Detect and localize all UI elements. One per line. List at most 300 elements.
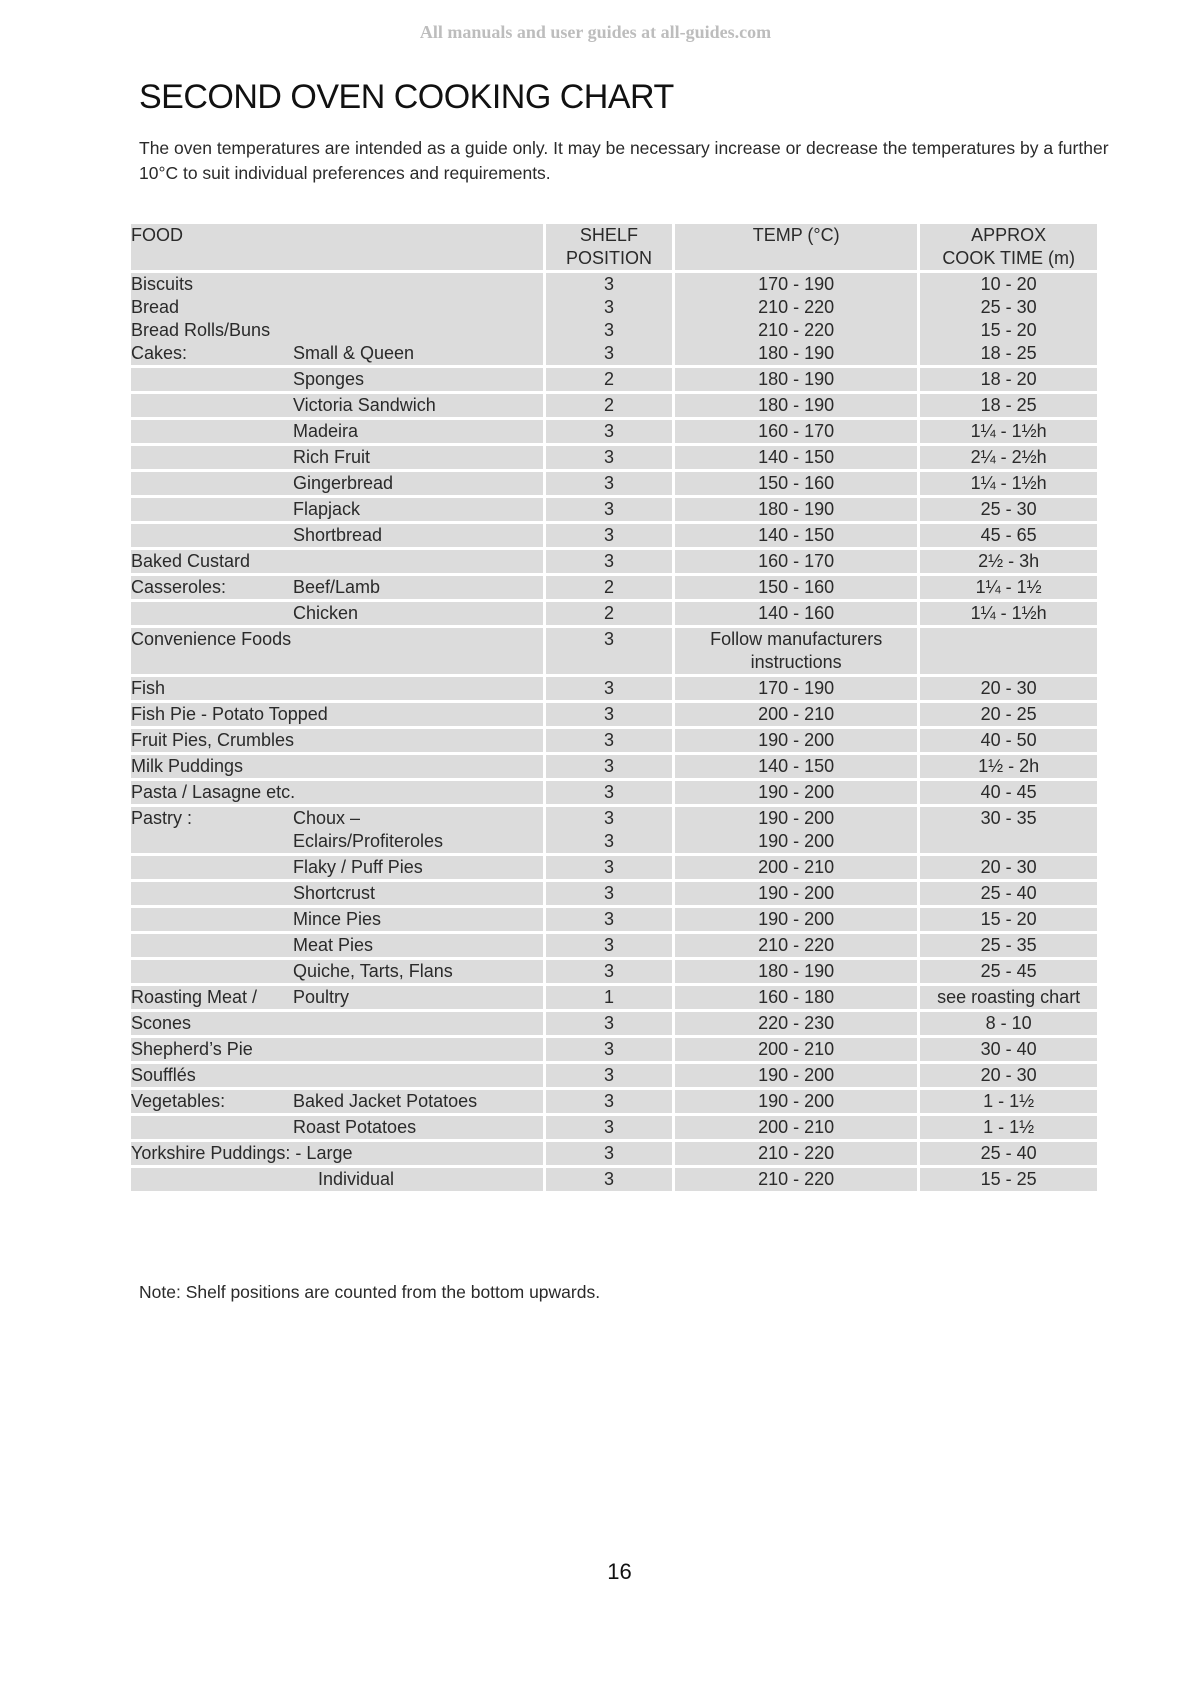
temp-cell xyxy=(675,1038,917,1061)
cook-time-value: 25 - 30 xyxy=(980,297,1037,317)
food-line xyxy=(131,1012,543,1035)
temp-value: 210 - 220 xyxy=(758,1143,835,1163)
shelf-value: 3 xyxy=(603,909,614,929)
temp-value: 190 - 200 xyxy=(758,831,835,851)
temp-value: 190 - 200 xyxy=(758,883,835,903)
temp-cell xyxy=(675,1168,917,1191)
table-row xyxy=(131,368,1097,391)
cook-time-value xyxy=(920,830,1097,853)
food-subtype: Poultry xyxy=(293,987,350,1007)
food-cell xyxy=(131,1090,543,1113)
food-line xyxy=(131,1168,543,1191)
cook-time-value: 15 - 20 xyxy=(980,909,1037,929)
food-line xyxy=(131,755,543,778)
food-line xyxy=(131,703,543,726)
temp-cell xyxy=(675,1012,917,1035)
temp-value: 180 - 190 xyxy=(758,961,835,981)
cook-time-cell xyxy=(920,368,1097,391)
temp-value: 180 - 190 xyxy=(758,369,835,389)
food-category: Pasta / Lasagne etc. xyxy=(131,782,296,802)
temp-value: 190 - 200 xyxy=(758,730,835,750)
shelf-cell xyxy=(546,576,672,599)
food-cell xyxy=(131,602,543,625)
table-row xyxy=(131,498,1097,521)
food-line xyxy=(131,273,543,296)
temp-cell xyxy=(675,986,917,1009)
cook-time-cell xyxy=(920,446,1097,469)
food-cell xyxy=(131,524,543,547)
shelf-value: 3 xyxy=(603,1169,614,1189)
food-subtype: Madeira xyxy=(293,421,359,441)
shelf-value: 3 xyxy=(603,320,614,340)
food-cell xyxy=(131,576,543,599)
shelf-value: 3 xyxy=(603,473,614,493)
shelf-cell xyxy=(546,807,672,853)
shelf-cell xyxy=(546,1090,672,1113)
food-line xyxy=(131,498,543,521)
temp-cell xyxy=(675,1142,917,1165)
shelf-note: Note: Shelf positions are counted from the bottom upwards. xyxy=(139,1282,601,1302)
temp-value: 190 - 200 xyxy=(758,1065,835,1085)
food-subtype: Individual xyxy=(318,1169,395,1189)
cook-time-cell xyxy=(920,524,1097,547)
food-line xyxy=(131,524,543,547)
food-subtype: Flaky / Puff Pies xyxy=(293,857,423,877)
table-row xyxy=(131,1090,1097,1113)
shelf-value: 2 xyxy=(603,577,614,597)
shelf-value: 3 xyxy=(603,935,614,955)
table-row xyxy=(131,550,1097,573)
cook-time-value xyxy=(920,651,1097,674)
temp-cell xyxy=(675,273,917,365)
shelf-value: 3 xyxy=(603,1091,614,1111)
food-cell xyxy=(131,703,543,726)
temp-cell xyxy=(675,882,917,905)
cook-time-cell xyxy=(920,394,1097,417)
food-category: Convenience Foods xyxy=(131,629,292,649)
table-row xyxy=(131,576,1097,599)
food-subtype: Quiche, Tarts, Flans xyxy=(293,961,453,981)
shelf-value: 3 xyxy=(603,961,614,981)
food-cell xyxy=(131,1116,543,1139)
food-line xyxy=(131,1142,543,1165)
cook-time-cell xyxy=(920,1090,1097,1113)
shelf-value: 1 xyxy=(603,987,614,1007)
temp-cell xyxy=(675,524,917,547)
table-row xyxy=(131,1142,1097,1165)
food-category: Casseroles: xyxy=(131,577,227,597)
temp-value: 180 - 190 xyxy=(758,499,835,519)
food-line xyxy=(131,807,543,830)
table-row xyxy=(131,960,1097,983)
shelf-cell xyxy=(546,394,672,417)
temp-cell xyxy=(675,602,917,625)
temp-value: 200 - 210 xyxy=(758,1117,835,1137)
shelf-value: 3 xyxy=(603,808,614,828)
cook-time-cell xyxy=(920,498,1097,521)
food-subtype: Beef/Lamb xyxy=(293,577,381,597)
shelf-value: 3 xyxy=(603,551,614,571)
food-line xyxy=(131,628,543,651)
shelf-cell xyxy=(546,420,672,443)
table-row xyxy=(131,1064,1097,1087)
food-line xyxy=(131,882,543,905)
temp-value: 210 - 220 xyxy=(758,935,835,955)
shelf-cell xyxy=(546,628,672,674)
food-line xyxy=(131,934,543,957)
temp-value: 180 - 190 xyxy=(758,395,835,415)
table-row xyxy=(131,703,1097,726)
shelf-value: 3 xyxy=(603,1013,614,1033)
cook-time-value: 1¼ - 1½h xyxy=(970,473,1047,493)
shelf-cell xyxy=(546,986,672,1009)
food-cell xyxy=(131,781,543,804)
temp-value: 160 - 170 xyxy=(758,551,835,571)
header-cook-time xyxy=(920,224,1097,270)
food-cell xyxy=(131,755,543,778)
cook-time-value: 30 - 35 xyxy=(980,808,1037,828)
cook-time-value: 1 - 1½ xyxy=(983,1117,1035,1137)
table-row xyxy=(131,420,1097,443)
temp-value: instructions xyxy=(750,652,842,672)
temp-value: 190 - 200 xyxy=(758,782,835,802)
temp-value: 170 - 190 xyxy=(758,678,835,698)
food-category: Soufflés xyxy=(131,1065,196,1085)
cook-time-value: 8 - 10 xyxy=(985,1013,1032,1033)
temp-value: 140 - 150 xyxy=(758,756,835,776)
table-header-row xyxy=(131,224,1097,270)
shelf-cell xyxy=(546,368,672,391)
cook-time-value: 40 - 50 xyxy=(980,730,1037,750)
shelf-value: 3 xyxy=(603,1143,614,1163)
table-row xyxy=(131,472,1097,495)
cook-time-value: 1½ - 2h xyxy=(978,756,1040,776)
table-row xyxy=(131,908,1097,931)
food-subtype: Victoria Sandwich xyxy=(293,395,436,415)
shelf-cell xyxy=(546,446,672,469)
cook-time-cell xyxy=(920,934,1097,957)
food-cell xyxy=(131,1142,543,1165)
cook-time-value: 2½ - 3h xyxy=(978,551,1040,571)
table-row xyxy=(131,394,1097,417)
cook-time-cell xyxy=(920,677,1097,700)
temp-value: 200 - 210 xyxy=(758,1039,835,1059)
cook-time-cell xyxy=(920,472,1097,495)
food-cell xyxy=(131,368,543,391)
shelf-cell xyxy=(546,781,672,804)
temp-cell xyxy=(675,960,917,983)
cook-time-cell xyxy=(920,1168,1097,1191)
food-category: Bread xyxy=(131,297,180,317)
food-subtype: Baked Jacket Potatoes xyxy=(293,1091,478,1111)
temp-cell xyxy=(675,394,917,417)
food-cell xyxy=(131,472,543,495)
food-line xyxy=(131,677,543,700)
shelf-value xyxy=(546,651,672,674)
cook-time-cell xyxy=(920,755,1097,778)
food-cell xyxy=(131,934,543,957)
shelf-value: 3 xyxy=(603,629,614,649)
shelf-cell xyxy=(546,1064,672,1087)
food-subtype: Shortcrust xyxy=(293,883,376,903)
cook-time-cell xyxy=(920,602,1097,625)
shelf-cell xyxy=(546,273,672,365)
temp-value: 150 - 160 xyxy=(758,473,835,493)
temp-cell xyxy=(675,677,917,700)
table-row xyxy=(131,986,1097,1009)
shelf-cell xyxy=(546,960,672,983)
food-subtype: Small & Queen xyxy=(293,343,415,363)
cook-time-value: 1¼ - 1½h xyxy=(970,603,1047,623)
table-row xyxy=(131,524,1097,547)
cook-time-cell xyxy=(920,986,1097,1009)
food-cell xyxy=(131,908,543,931)
shelf-value: 3 xyxy=(603,1117,614,1137)
cook-time-value xyxy=(920,628,1097,651)
shelf-value: 3 xyxy=(603,499,614,519)
cook-time-cell xyxy=(920,882,1097,905)
food-category: Fruit Pies, Crumbles xyxy=(131,730,295,750)
food-line xyxy=(131,472,543,495)
cook-time-cell xyxy=(920,273,1097,365)
shelf-value: 3 xyxy=(603,730,614,750)
temp-cell xyxy=(675,729,917,752)
page-number: 16 xyxy=(607,1559,632,1584)
temp-cell xyxy=(675,368,917,391)
header-shelf-line2: POSITION xyxy=(565,248,652,268)
cook-time-cell xyxy=(920,807,1097,853)
cook-time-cell xyxy=(920,1142,1097,1165)
table-row xyxy=(131,882,1097,905)
shelf-cell xyxy=(546,498,672,521)
table-row xyxy=(131,1168,1097,1191)
cook-time-value: 20 - 25 xyxy=(980,704,1037,724)
food-line xyxy=(131,986,543,1009)
temp-cell xyxy=(675,1064,917,1087)
cook-time-value: 45 - 65 xyxy=(980,525,1037,545)
cook-time-value: 25 - 30 xyxy=(980,499,1037,519)
table-body xyxy=(131,273,1097,1191)
shelf-cell xyxy=(546,550,672,573)
shelf-cell xyxy=(546,1116,672,1139)
food-cell xyxy=(131,628,543,674)
food-line xyxy=(131,319,543,342)
food-cell xyxy=(131,498,543,521)
food-cell xyxy=(131,420,543,443)
cook-time-value: 18 - 25 xyxy=(980,395,1037,415)
food-line xyxy=(131,908,543,931)
shelf-value: 3 xyxy=(603,447,614,467)
shelf-value: 3 xyxy=(603,525,614,545)
cook-time-value: 18 - 20 xyxy=(980,369,1037,389)
table-row xyxy=(131,273,1097,365)
food-category: Vegetables: xyxy=(131,1091,226,1111)
cook-time-value: 25 - 40 xyxy=(980,1143,1037,1163)
cooking-chart-table xyxy=(128,221,1100,1194)
food-category: Fish xyxy=(131,678,166,698)
food-line xyxy=(131,856,543,879)
shelf-value: 2 xyxy=(603,395,614,415)
food-cell xyxy=(131,807,543,853)
shelf-cell xyxy=(546,703,672,726)
temp-value: 170 - 190 xyxy=(758,274,835,294)
food-line xyxy=(131,420,543,443)
temp-cell xyxy=(675,755,917,778)
temp-value: 160 - 180 xyxy=(758,987,835,1007)
food-line xyxy=(131,781,543,804)
shelf-cell xyxy=(546,755,672,778)
temp-value: 180 - 190 xyxy=(758,343,835,363)
table-row xyxy=(131,781,1097,804)
temp-cell xyxy=(675,856,917,879)
temp-value: 150 - 160 xyxy=(758,577,835,597)
temp-value: 200 - 210 xyxy=(758,857,835,877)
food-line xyxy=(131,368,543,391)
cook-time-value: 20 - 30 xyxy=(980,857,1037,877)
temp-cell xyxy=(675,550,917,573)
shelf-value: 3 xyxy=(603,421,614,441)
food-line xyxy=(131,830,543,853)
food-subtype: Roast Potatoes xyxy=(293,1117,417,1137)
food-category: Roasting Meat / xyxy=(131,987,258,1007)
food-cell xyxy=(131,446,543,469)
food-category: Bread Rolls/Buns xyxy=(131,320,271,340)
temp-value: 210 - 220 xyxy=(758,320,835,340)
food-line xyxy=(131,446,543,469)
food-line xyxy=(131,342,543,365)
cook-time-cell xyxy=(920,1038,1097,1061)
shelf-cell xyxy=(546,934,672,957)
cook-time-cell xyxy=(920,960,1097,983)
table-row xyxy=(131,602,1097,625)
food-cell xyxy=(131,882,543,905)
shelf-cell xyxy=(546,908,672,931)
cook-time-cell xyxy=(920,729,1097,752)
temp-value: 210 - 220 xyxy=(758,297,835,317)
food-subtype: Rich Fruit xyxy=(293,447,371,467)
temp-cell xyxy=(675,1116,917,1139)
header-shelf-line1: SHELF xyxy=(579,225,638,245)
header-time-line1: APPROX xyxy=(971,225,1047,245)
cook-time-value: 25 - 45 xyxy=(980,961,1037,981)
watermark: All manuals and user guides at all-guides.com xyxy=(419,22,772,42)
temp-value: 200 - 210 xyxy=(758,704,835,724)
food-line xyxy=(131,1116,543,1139)
intro-paragraph: The oven temperatures are intended as a guide only. It may be necessary increase or decrease the temperatures by a further 10°C to suit individual preferences and requirements. xyxy=(139,138,1109,183)
header-temp xyxy=(675,224,917,270)
table-row xyxy=(131,446,1097,469)
food-line xyxy=(131,602,543,625)
temp-value: Follow manufacturers xyxy=(710,629,883,649)
temp-value: 140 - 150 xyxy=(758,525,835,545)
food-cell xyxy=(131,1168,543,1191)
food-category: Pastry : xyxy=(131,808,193,828)
shelf-cell xyxy=(546,602,672,625)
temp-cell xyxy=(675,472,917,495)
shelf-cell xyxy=(546,729,672,752)
food-cell xyxy=(131,960,543,983)
table-row xyxy=(131,729,1097,752)
food-line xyxy=(131,1064,543,1087)
temp-value: 190 - 200 xyxy=(758,909,835,929)
food-subtype: Choux – xyxy=(293,808,361,828)
table-row xyxy=(131,1116,1097,1139)
cook-time-cell xyxy=(920,1012,1097,1035)
food-cell xyxy=(131,1012,543,1035)
food-subtype: Shortbread xyxy=(293,525,383,545)
cook-time-value: 15 - 25 xyxy=(980,1169,1037,1189)
food-line xyxy=(131,296,543,319)
shelf-value: 3 xyxy=(603,1065,614,1085)
cook-time-cell xyxy=(920,576,1097,599)
food-subtype: Eclairs/Profiteroles xyxy=(293,831,444,851)
table-row xyxy=(131,677,1097,700)
shelf-value: 2 xyxy=(603,369,614,389)
temp-cell xyxy=(675,498,917,521)
cook-time-value: 20 - 30 xyxy=(980,1065,1037,1085)
cook-time-value: 25 - 35 xyxy=(980,935,1037,955)
cook-time-value: 15 - 20 xyxy=(980,320,1037,340)
temp-value: 140 - 150 xyxy=(758,447,835,467)
temp-value: 160 - 170 xyxy=(758,421,835,441)
temp-cell xyxy=(675,420,917,443)
cook-time-value: 30 - 40 xyxy=(980,1039,1037,1059)
temp-cell xyxy=(675,703,917,726)
cook-time-cell xyxy=(920,550,1097,573)
temp-cell xyxy=(675,628,917,674)
food-subtype: Gingerbread xyxy=(293,473,394,493)
food-category: Scones xyxy=(131,1013,192,1033)
food-line xyxy=(131,729,543,752)
shelf-value: 3 xyxy=(603,782,614,802)
food-cell xyxy=(131,394,543,417)
food-line xyxy=(131,1038,543,1061)
cook-time-cell xyxy=(920,703,1097,726)
temp-cell xyxy=(675,807,917,853)
cook-time-value: 2¼ - 2½h xyxy=(970,447,1047,467)
cook-time-value: 1 - 1½ xyxy=(983,1091,1035,1111)
food-cell xyxy=(131,986,543,1009)
shelf-cell xyxy=(546,524,672,547)
cook-time-value: see roasting chart xyxy=(937,987,1081,1007)
header-food xyxy=(131,224,543,270)
cook-time-value: 1¼ - 1½ xyxy=(975,577,1042,597)
table-row xyxy=(131,934,1097,957)
food-category: Biscuits xyxy=(131,274,194,294)
food-cell xyxy=(131,856,543,879)
shelf-cell xyxy=(546,882,672,905)
shelf-value: 2 xyxy=(603,603,614,623)
header-food-label: FOOD xyxy=(131,225,183,245)
cook-time-value: 1¼ - 1½h xyxy=(970,421,1047,441)
food-category: Shepherd’s Pie xyxy=(131,1039,253,1059)
food-category: Yorkshire Puddings: - Large xyxy=(131,1143,353,1163)
temp-value: 190 - 200 xyxy=(758,808,835,828)
shelf-cell xyxy=(546,677,672,700)
temp-cell xyxy=(675,781,917,804)
shelf-value: 3 xyxy=(603,1039,614,1059)
shelf-value: 3 xyxy=(603,678,614,698)
food-category: Milk Puddings xyxy=(131,756,244,776)
cook-time-value: 10 - 20 xyxy=(980,274,1037,294)
table-row xyxy=(131,1038,1097,1061)
food-line xyxy=(131,550,543,573)
food-cell xyxy=(131,729,543,752)
page-title: SECOND OVEN COOKING CHART xyxy=(139,78,674,116)
temp-value: 220 - 230 xyxy=(758,1013,835,1033)
table-row xyxy=(131,628,1097,674)
food-line xyxy=(131,651,543,674)
